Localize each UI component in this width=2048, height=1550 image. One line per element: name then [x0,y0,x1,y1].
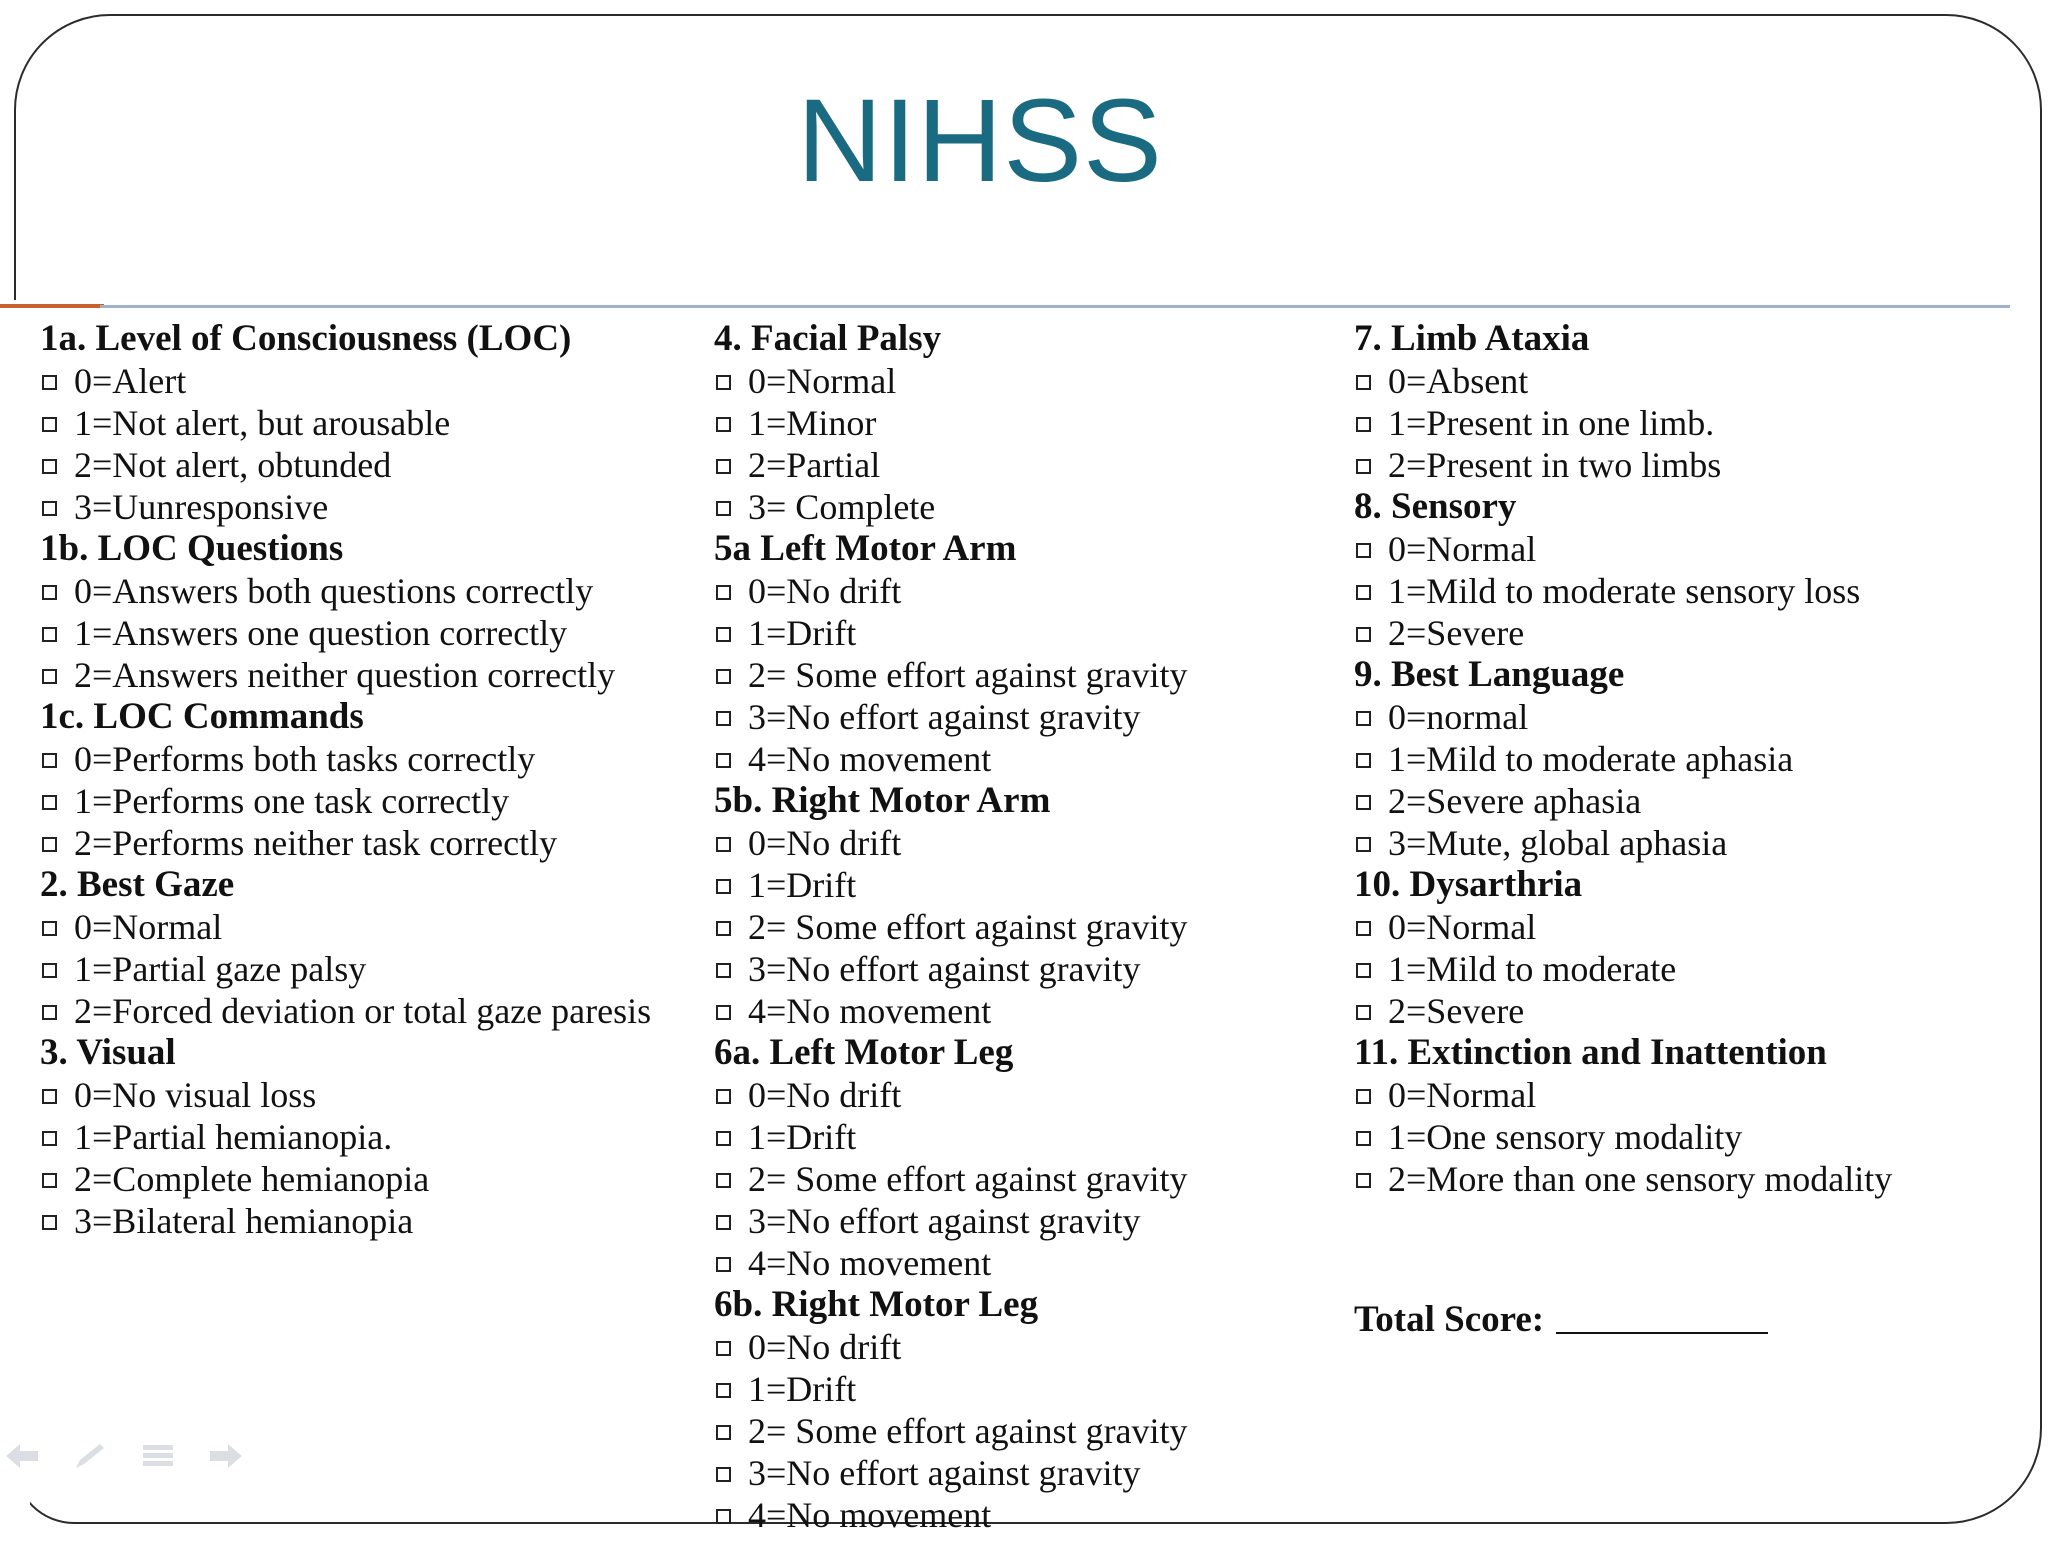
option-label: 3=No effort against gravity [748,697,1141,737]
checkbox[interactable] [42,837,57,852]
checkbox[interactable] [1356,627,1371,642]
checkbox[interactable] [42,795,57,810]
score-option[interactable] [714,738,1334,780]
checkbox[interactable] [42,627,57,642]
score-option[interactable] [714,1074,1334,1116]
option-label: 3=Mute, global aphasia [1388,823,1728,863]
checkbox[interactable] [716,1131,731,1146]
score-option[interactable] [1354,528,2034,570]
option-label: 0=Normal [1388,529,1537,569]
option-label: 0=No drift [748,1075,902,1115]
score-option[interactable] [1354,402,2034,444]
option-label: 1=One sensory modality [1388,1117,1743,1157]
score-option[interactable] [714,654,1334,696]
score-option[interactable] [714,1158,1334,1200]
checkbox[interactable] [716,459,731,474]
score-option[interactable] [714,1116,1334,1158]
option-label: 1=Mild to moderate [1388,949,1677,989]
checkbox[interactable] [42,1173,57,1188]
option-label: 3=No effort against gravity [748,1201,1141,1241]
checkbox[interactable] [1356,417,1371,432]
score-option[interactable] [714,906,1334,948]
score-option[interactable] [40,780,700,822]
score-section [1354,318,2034,486]
checkbox[interactable] [1356,963,1371,978]
checkbox[interactable] [1356,921,1371,936]
option-label: 2=Complete hemianopia [74,1159,430,1199]
option-label: 4=No movement [748,1243,992,1283]
checkbox[interactable] [1356,585,1371,600]
checkbox[interactable] [716,1467,731,1482]
total-score [1354,1298,1768,1342]
checkbox[interactable] [716,375,731,390]
score-option[interactable] [714,1368,1334,1410]
score-section [1354,1032,2034,1200]
score-column-1 [40,318,700,1242]
arrow-left-icon[interactable] [0,1438,44,1474]
section-title: 7. Limb Ataxia [1354,318,1590,359]
checkbox[interactable] [42,585,57,600]
score-option[interactable] [40,612,700,654]
option-label: 2=Severe [1388,991,1525,1031]
score-option[interactable] [714,402,1334,444]
checkbox[interactable] [716,753,731,768]
score-option[interactable] [714,444,1334,486]
score-section [40,864,700,1032]
section-title: 9. Best Language [1354,654,1625,695]
checkbox[interactable] [42,1005,57,1020]
option-label: 2=Not alert, obtunded [74,445,392,485]
slide-title: NIHSS [797,75,1163,207]
checkbox[interactable] [1356,543,1371,558]
checkbox[interactable] [716,1425,731,1440]
score-option[interactable] [1354,444,2034,486]
score-option[interactable] [1354,948,2034,990]
score-option[interactable] [40,948,700,990]
score-option[interactable] [1354,570,2034,612]
score-section [714,528,1334,780]
option-label: 1=Answers one question correctly [74,613,568,653]
option-label: 0=No drift [748,1327,902,1367]
checkbox[interactable] [716,921,731,936]
score-section [714,318,1334,528]
option-label: 0=Normal [1388,1075,1537,1115]
score-option[interactable] [1354,360,2034,402]
option-label: 1=Drift [748,865,857,905]
score-option[interactable] [714,1242,1334,1284]
score-option[interactable] [714,486,1334,528]
score-option[interactable] [1354,696,2034,738]
score-option[interactable] [1354,1074,2034,1116]
option-label: 0=Alert [74,361,187,401]
checkbox[interactable] [716,585,731,600]
arrow-right-icon[interactable] [204,1438,248,1474]
checkbox[interactable] [716,1215,731,1230]
option-label: 2=Answers neither question correctly [74,655,616,695]
checkbox[interactable] [716,837,731,852]
score-section [40,318,700,528]
section-title: 1a. Level of Consciousness (LOC) [40,318,572,359]
score-section [1354,864,2034,1032]
checkbox[interactable] [42,501,57,516]
section-title: 5a Left Motor Arm [714,528,1017,569]
section-title: 4. Facial Palsy [714,318,942,359]
title-rule-accent [0,304,104,308]
pen-icon[interactable] [68,1438,112,1474]
option-label: 1=Partial hemianopia. [74,1117,393,1157]
checkbox[interactable] [716,1089,731,1104]
option-label: 0=No drift [748,823,902,863]
section-title: 1c. LOC Commands [40,696,364,737]
option-label: 0=Normal [1388,907,1537,947]
option-label: 2=More than one sensory modality [1388,1159,1893,1199]
score-option[interactable] [1354,738,2034,780]
option-label: 4=No movement [748,739,992,779]
score-option[interactable] [714,696,1334,738]
checkbox[interactable] [42,1089,57,1104]
score-column-3 [1354,318,2034,1200]
score-option[interactable] [714,990,1334,1032]
checkbox[interactable] [42,669,57,684]
section-title: 5b. Right Motor Arm [714,780,1051,821]
checkbox[interactable] [716,711,731,726]
option-label: 1=Mild to moderate sensory loss [1388,571,1861,611]
checkbox[interactable] [716,669,731,684]
score-section [714,1284,1334,1536]
option-label: 1=Drift [748,613,857,653]
option-label: 4=No movement [748,991,992,1031]
score-option[interactable] [714,948,1334,990]
score-section [1354,654,2034,864]
checkbox[interactable] [42,417,57,432]
option-label: 1=Present in one limb. [1388,403,1715,443]
score-option[interactable] [1354,612,2034,654]
section-title: 8. Sensory [1354,486,1517,527]
checkbox[interactable] [42,1131,57,1146]
menu-icon[interactable] [136,1438,180,1474]
score-option[interactable] [40,1200,700,1242]
score-option[interactable] [714,1200,1334,1242]
frame-gap [0,300,30,1550]
checkbox[interactable] [1356,1131,1371,1146]
option-label: 0=Normal [74,907,223,947]
checkbox[interactable] [1356,753,1371,768]
checkbox[interactable] [716,1173,731,1188]
checkbox[interactable] [716,501,731,516]
section-title: 6b. Right Motor Leg [714,1284,1039,1325]
score-option[interactable] [40,906,700,948]
score-option[interactable] [1354,1158,2034,1200]
section-title: 11. Extinction and Inattention [1354,1032,1827,1073]
score-column-2 [714,318,1334,1536]
checkbox[interactable] [716,1341,731,1356]
checkbox[interactable] [1356,795,1371,810]
option-label: 1=Partial gaze palsy [74,949,367,989]
score-section [40,528,700,696]
score-option[interactable] [714,360,1334,402]
score-option[interactable] [40,486,700,528]
option-label: 1=Not alert, but arousable [74,403,451,443]
checkbox[interactable] [42,375,57,390]
checkbox[interactable] [716,879,731,894]
score-option[interactable] [714,864,1334,906]
score-option[interactable] [40,1074,700,1116]
option-label: 0=Normal [748,361,897,401]
score-option[interactable] [714,1494,1334,1536]
checkbox[interactable] [716,1383,731,1398]
score-option[interactable] [1354,822,2034,864]
score-option[interactable] [40,738,700,780]
option-label: 0=No drift [748,571,902,611]
score-section [1354,486,2034,654]
score-option[interactable] [40,402,700,444]
score-option[interactable] [40,1158,700,1200]
section-title: 6a. Left Motor Leg [714,1032,1014,1073]
option-label: 0=Absent [1388,361,1529,401]
option-label: 2=Performs neither task correctly [74,823,558,863]
checkbox[interactable] [716,417,731,432]
section-title: 1b. LOC Questions [40,528,344,569]
score-section [714,1032,1334,1284]
score-section [40,1032,700,1242]
score-option[interactable] [40,990,700,1032]
section-title: 3. Visual [40,1032,176,1073]
score-option[interactable] [714,1326,1334,1368]
score-section [40,696,700,864]
score-option[interactable] [40,360,700,402]
option-label: 2=Severe [1388,613,1525,653]
checkbox[interactable] [716,1005,731,1020]
checkbox[interactable] [42,459,57,474]
score-option[interactable] [1354,990,2034,1032]
checkbox[interactable] [1356,459,1371,474]
option-label: 2= Some effort against gravity [748,907,1188,947]
section-title: 10. Dysarthria [1354,864,1583,905]
option-label: 2=Partial [748,445,881,485]
checkbox[interactable] [1356,375,1371,390]
option-label: 4=No movement [748,1495,992,1535]
checkbox[interactable] [1356,1173,1371,1188]
slide-nav [0,1438,248,1474]
option-label: 2= Some effort against gravity [748,1159,1188,1199]
checkbox[interactable] [1356,1089,1371,1104]
score-option[interactable] [714,822,1334,864]
checkbox[interactable] [716,627,731,642]
option-label: 1=Mild to moderate aphasia [1388,739,1794,779]
option-label: 3=Bilateral hemianopia [74,1201,414,1241]
score-option[interactable] [714,570,1334,612]
title-rule [100,305,2010,308]
score-option[interactable] [714,1452,1334,1494]
checkbox[interactable] [1356,837,1371,852]
checkbox[interactable] [1356,711,1371,726]
score-option[interactable] [40,1116,700,1158]
checkbox[interactable] [716,1509,731,1524]
section-title: 2. Best Gaze [40,864,235,905]
score-option[interactable] [40,570,700,612]
score-option[interactable] [714,612,1334,654]
option-label: 0=No visual loss [74,1075,317,1115]
score-option[interactable] [40,654,700,696]
score-section [714,780,1334,1032]
option-label: 3= Complete [748,487,936,527]
score-option[interactable] [714,1410,1334,1452]
option-label: 2=Present in two limbs [1388,445,1722,485]
option-label: 1=Minor [748,403,877,443]
option-label: 0=Answers both questions correctly [74,571,594,611]
checkbox[interactable] [42,1215,57,1230]
checkbox[interactable] [1356,1005,1371,1020]
option-label: 1=Drift [748,1117,857,1157]
option-label: 3=Uunresponsive [74,487,329,527]
option-label: 3=No effort against gravity [748,949,1141,989]
option-label: 2=Severe aphasia [1388,781,1642,821]
total-score-blank[interactable] [1556,1332,1768,1334]
score-option[interactable] [1354,780,2034,822]
option-label: 2= Some effort against gravity [748,655,1188,695]
option-label: 3=No effort against gravity [748,1453,1141,1493]
option-label: 2=Forced deviation or total gaze paresis [74,991,652,1031]
option-label: 2= Some effort against gravity [748,1411,1188,1451]
score-option[interactable] [1354,906,2034,948]
score-option[interactable] [40,444,700,486]
total-score-label: Total Score: [1354,1299,1545,1340]
score-option[interactable] [40,822,700,864]
score-option[interactable] [1354,1116,2034,1158]
checkbox[interactable] [42,963,57,978]
checkbox[interactable] [716,963,731,978]
option-label: 1=Drift [748,1369,857,1409]
option-label: 0=Performs both tasks correctly [74,739,536,779]
checkbox[interactable] [42,753,57,768]
checkbox[interactable] [42,921,57,936]
checkbox[interactable] [716,1257,731,1272]
option-label: 1=Performs one task correctly [74,781,510,821]
option-label: 0=normal [1388,697,1529,737]
